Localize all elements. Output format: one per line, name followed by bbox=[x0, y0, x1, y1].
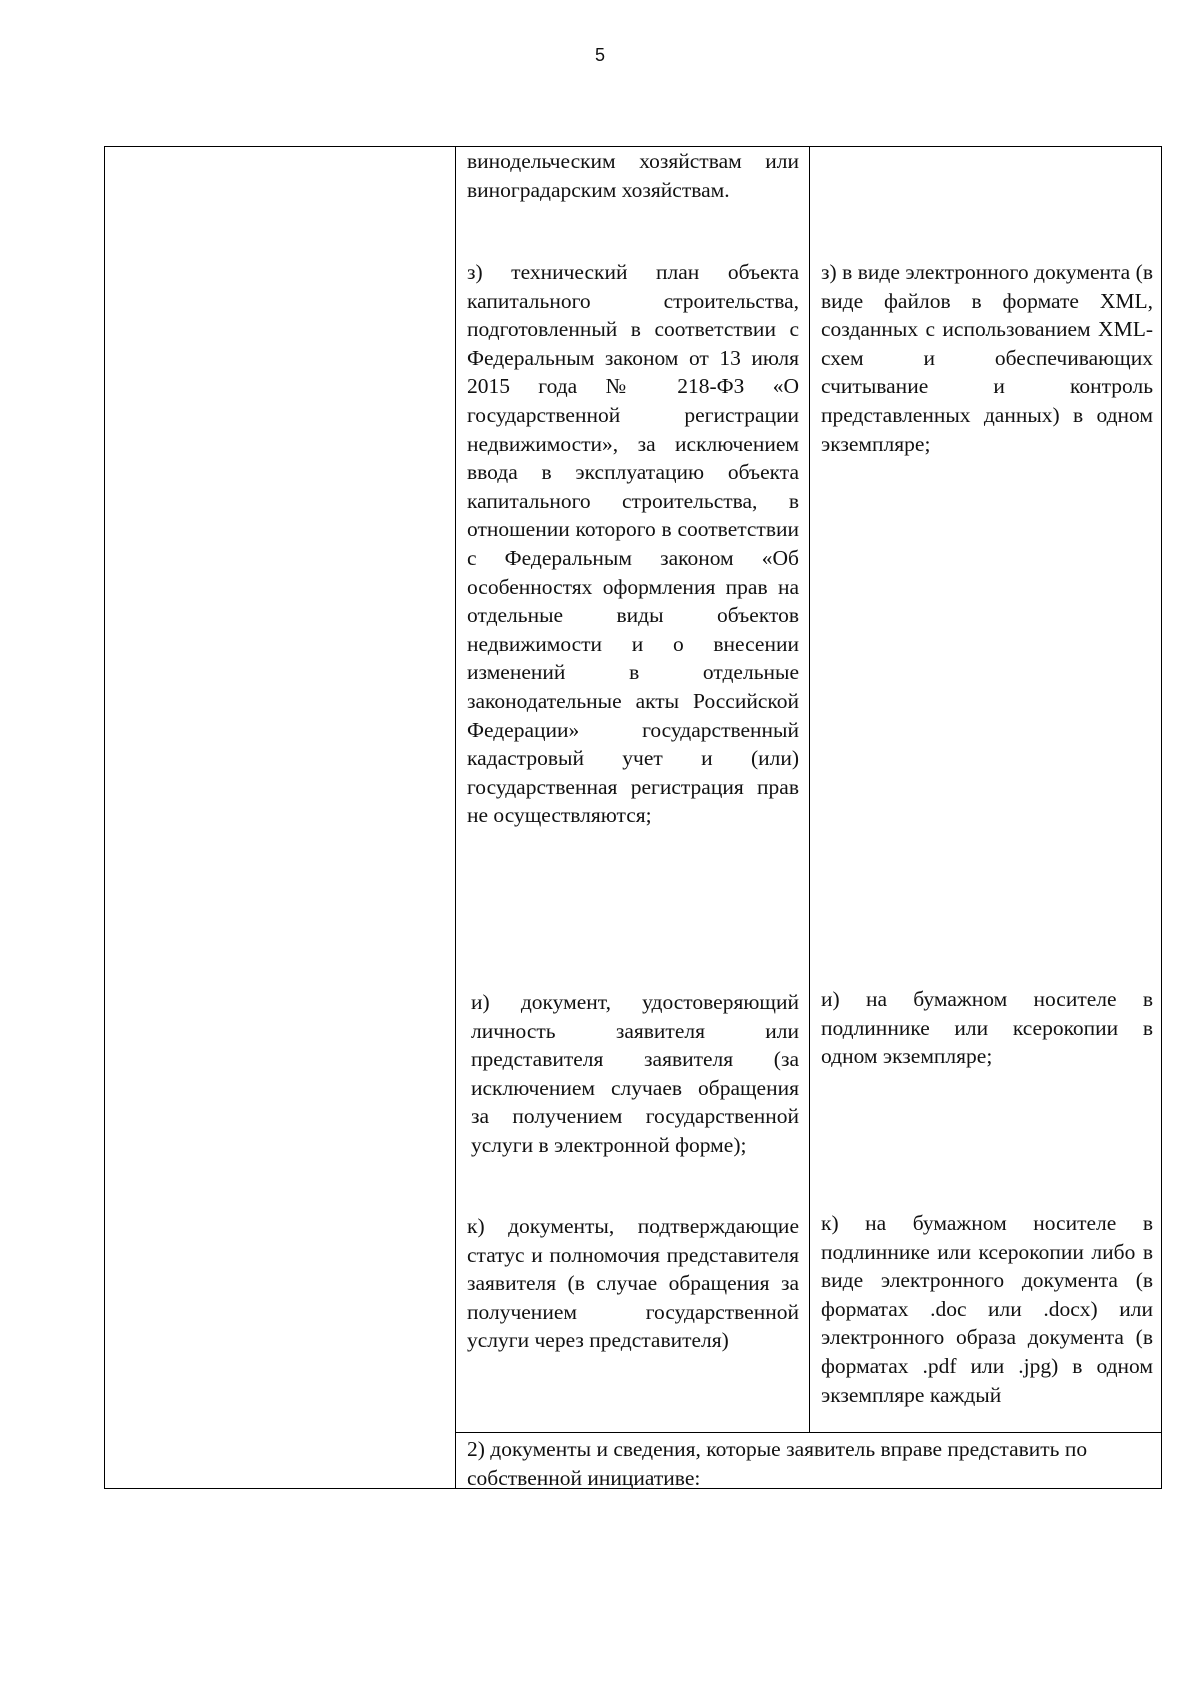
continued-text: винодельческим хозяйствам или виноградарским хозяйствам. bbox=[467, 149, 799, 202]
item-i-form: и) на бумажном носителе в подлиннике или ксерокопии в одном экземпляре; bbox=[821, 987, 1153, 1069]
item-z-document: з) технический план объекта капитального строительства, подготовленный в соответствии с Федеральным законом от 13 июля 2015 года № 218-ФЗ «О государственной регистрации недвижимости», за исключением ввода в эксплуатацию объекта капитального строительства, в отношении которого в соответствии с Федеральным законом «Об особенностях оформления прав на отдельные виды объектов недвижимости и о внесении изменений в отдельные законодательные акты Российской Федерации» государственный кадастровый учет и (или) государственная регистрация прав не осуществляются; bbox=[467, 260, 799, 828]
column-divider-2 bbox=[809, 147, 810, 1432]
item-z-form: з) в виде электронного документа (в виде файлов в формате XML, созданных с использованием XML-схем и обеспечивающих считывание и контроль представленных данных) в одном экземпляре; bbox=[821, 260, 1153, 456]
optional-documents-heading: 2) документы и сведения, которые заявитель вправе представить по собственной инициативе: bbox=[467, 1437, 1088, 1490]
row-divider bbox=[455, 1432, 1161, 1433]
item-i-document: и) документ, удостоверяющий личность заявителя или представителя заявителя (за исключением случаев обращения за получением государственной услуги в электронной форме); bbox=[471, 990, 799, 1157]
item-k-form: к) на бумажном носителе в подлиннике или ксерокопии либо в виде электронного документа (в форматах .doc или .docx) или электронного образа документа (в форматах .pdf или .jpg) в одном экземпляре каждый bbox=[821, 1211, 1153, 1407]
item-k-document: к) документы, подтверждающие статус и полномочия представителя заявителя (в случае обращения за получением государственной услуги через представителя) bbox=[467, 1214, 799, 1353]
documents-table bbox=[104, 146, 1162, 1489]
column-divider-1 bbox=[455, 147, 456, 1488]
page-number: 5 bbox=[594, 45, 605, 65]
